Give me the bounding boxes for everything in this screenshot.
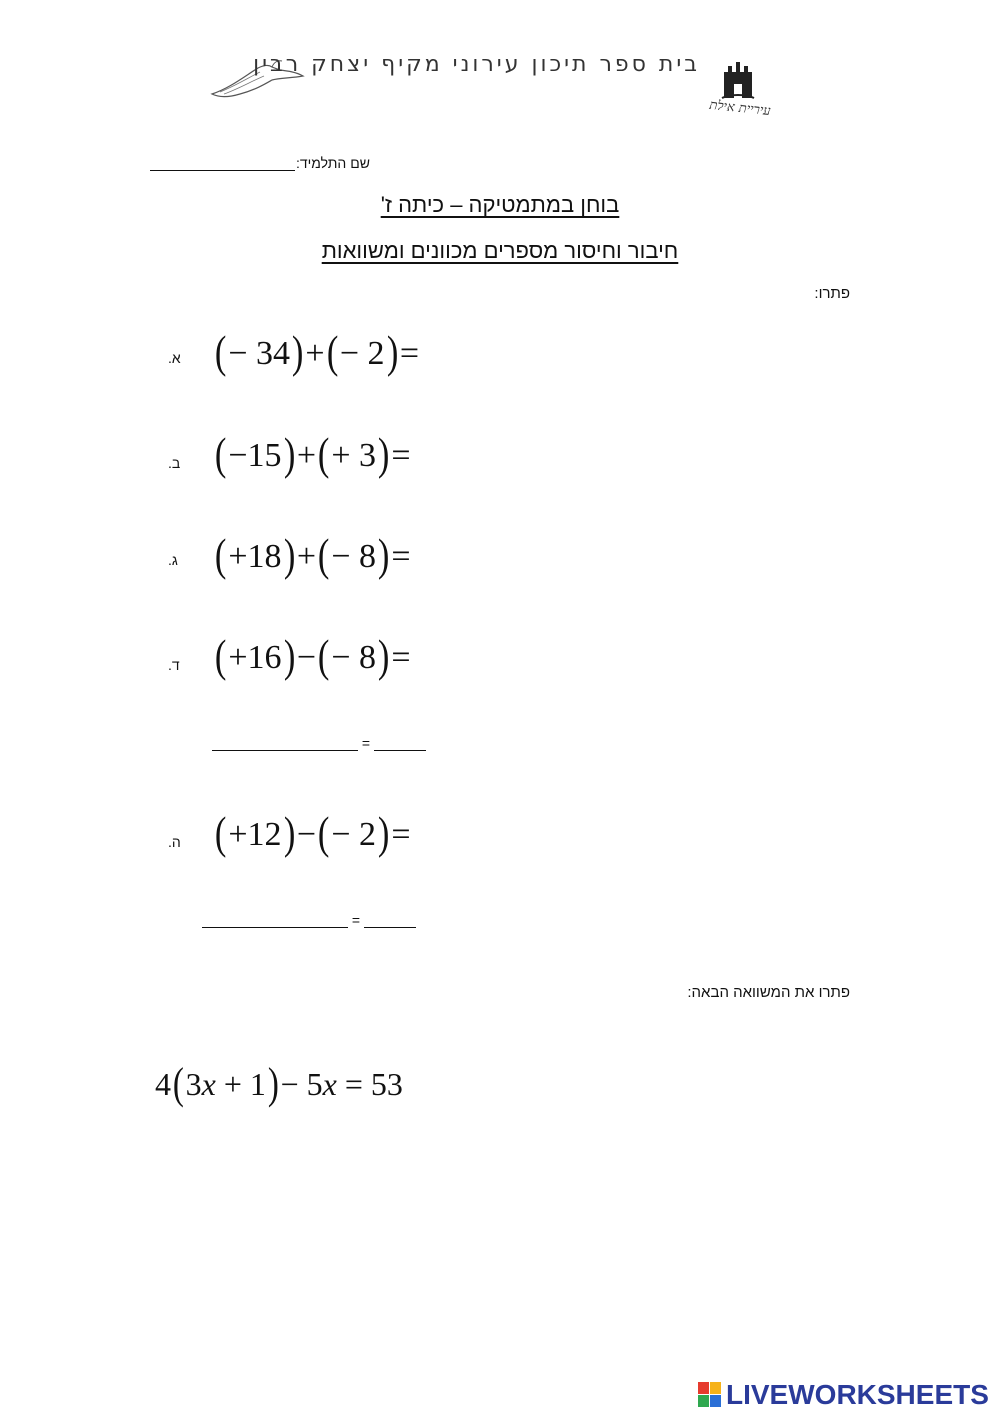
- exercise-expression: (− 34)+(− 2)=: [214, 326, 420, 377]
- equation-instruction: פתרו את המשוואה הבאה:: [687, 984, 850, 1001]
- exercise-letter: ב.: [168, 455, 181, 471]
- answer-work-field[interactable]: [212, 738, 358, 751]
- school-name: בית ספר תיכון עירוני מקיף יצחק רבין: [253, 52, 700, 77]
- quiz-title: בוחן במתמטיקה – כיתה ז': [380, 192, 620, 217]
- exercise-letter: ג.: [168, 552, 178, 568]
- answer-result-field[interactable]: [364, 915, 416, 928]
- liveworksheets-logo-icon: [698, 1382, 722, 1408]
- exercise-expression: (+16)−(− 8)=: [214, 630, 411, 681]
- liveworksheets-brand: LIVEWORKSHEETS: [726, 1379, 989, 1410]
- answer-row: =: [202, 912, 416, 928]
- exercise-expression: (+12)−(− 2)=: [214, 807, 411, 858]
- exercise-expression: (+18)+(− 8)=: [214, 529, 411, 580]
- city-logo-text: עיריית אילת: [708, 97, 772, 120]
- exercise-letter: א.: [168, 350, 181, 366]
- quiz-subtitle: חיבור וחיסור מספרים מכוונים ומשוואות: [321, 238, 679, 263]
- exercise-letter: ה.: [168, 834, 181, 850]
- equation-expression: 4(3x + 1)− 5x = 53: [155, 1059, 403, 1108]
- answer-work-field[interactable]: [202, 915, 348, 928]
- solve-instruction: פתרו:: [814, 285, 850, 302]
- tower-emblem-icon: [720, 58, 756, 100]
- exercise-expression: (−15)+(+ 3)=: [214, 428, 411, 479]
- answer-result-field[interactable]: [374, 738, 426, 751]
- student-name-label: שם התלמיד:: [296, 155, 370, 171]
- student-name-field[interactable]: [150, 170, 295, 171]
- exercise-letter: ד.: [168, 657, 180, 673]
- answer-row: =: [212, 735, 426, 751]
